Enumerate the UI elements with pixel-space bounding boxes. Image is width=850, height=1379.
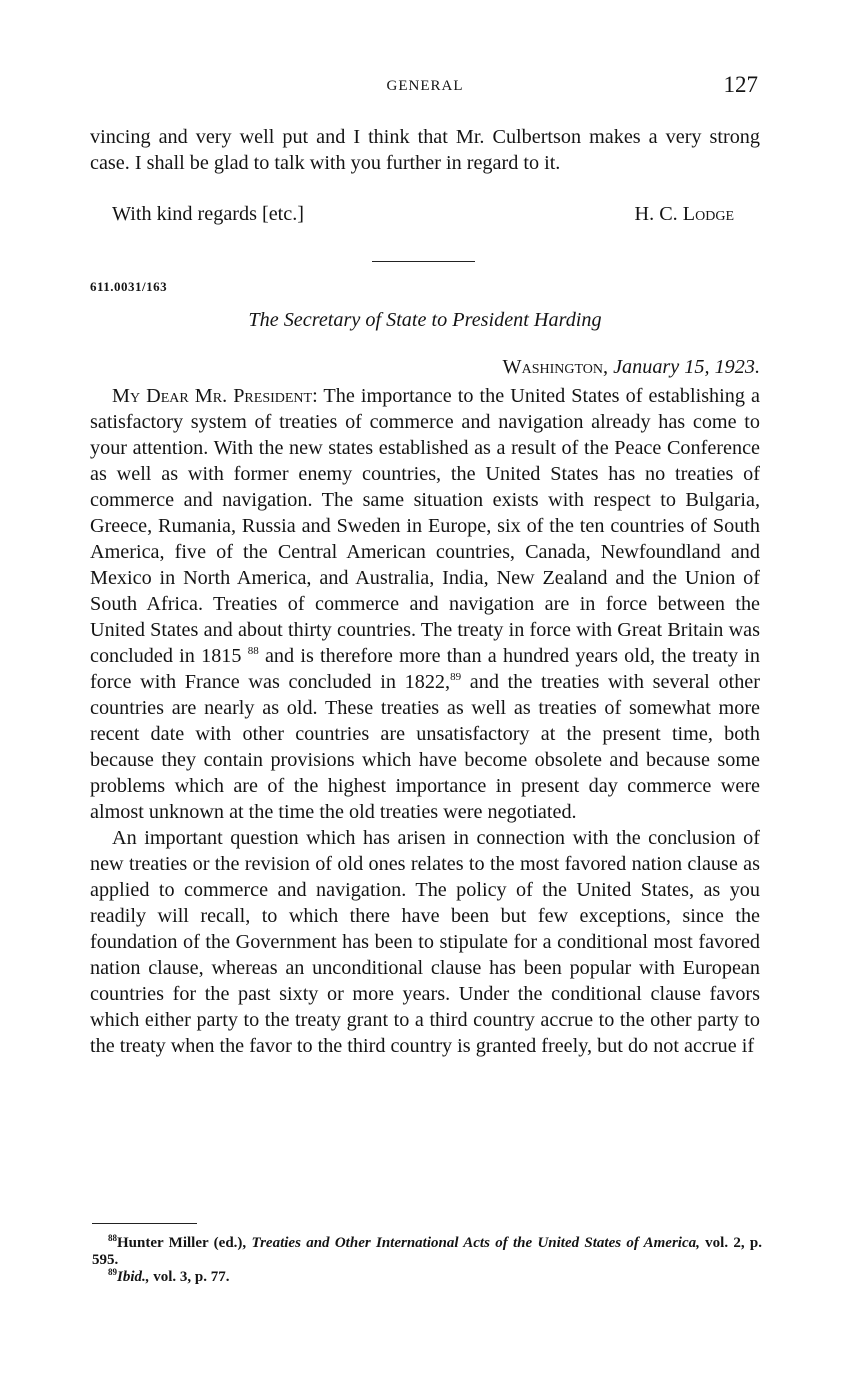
footnote-88 — [92, 1235, 762, 1269]
footnote-title: Ibid., — [117, 1269, 150, 1285]
footnote-ref-88[interactable]: 88 — [247, 645, 259, 657]
continuation-paragraph: vincing and very well put and I think that Mr. Culbertson makes a very strong case. I shall be glad to talk with you further in regard to it. — [90, 126, 760, 174]
footnotes — [92, 1235, 762, 1286]
running-title: GENERAL — [386, 78, 464, 94]
dateline-place: Washington, — [502, 356, 609, 378]
dateline — [503, 356, 760, 379]
letter-body — [90, 383, 760, 1059]
document-title: The Secretary of State to President Harding — [248, 309, 602, 331]
para1-text-b: and is therefore more than a hundred years old, the treaty in force with France was concluded in 1822, — [90, 645, 761, 693]
body-paragraph-2: An important question which has arisen in connection with the conclusion of new treaties or the revision of old ones relates to the most favored nation clause as applied to commerce and navigation. The policy of the United States, as you readily will recall, to which there have been but few exceptions, since the foundation of the Government has been to stipulate for a conditional most favored nation clause, whereas an unconditional clause has been popular with European countries for the past sixty or more years. Under the conditional clause favors which either party to the treaty grant to a third country accrue to the other party to the treaty when the favor to the third country is granted freely, but do not accrue if — [90, 827, 760, 1057]
file-number: 611.0031/163 — [90, 279, 168, 294]
footnote-marker: 89 — [108, 1267, 117, 1277]
footnote-citation: vol. 3, p. 77. — [153, 1269, 230, 1285]
previous-letter-continuation — [90, 124, 760, 176]
footnote-citation: vol. 2, p. 595. — [92, 1235, 763, 1268]
letter-closing — [90, 201, 760, 227]
footnote-ref-89[interactable]: 89 — [450, 671, 462, 683]
running-head — [90, 72, 760, 106]
footnote-text: Hunter Miller (ed.), — [117, 1235, 247, 1251]
page-number: 127 — [723, 72, 758, 97]
signature: H. C. Lodge — [634, 203, 734, 225]
para1-text-a: The importance to the United States of establishing a satisfactory system of treaties of commerce and navigation already has come to your attention. With the new states established as a result of the Peace Conference as well as with former enemy countries, the United States has no treaties of commerce and navigation. The same situation exists with respect to Bulgaria, Greece, Rumania, Russia and Sweden in Europe, six of the ten countries of South America, five of the Central American countries, Canada, Newfoundland and Mexico in North America, and Australia, India, New Zealand and the Union of South Africa. Treaties of commerce and navigation are in force between the United States and about thirty countries. The treaty in force with Great Britain was concluded in 1815 — [90, 385, 760, 667]
footnote-marker: 88 — [108, 1233, 117, 1243]
salutation: My Dear Mr. President: — [112, 385, 318, 407]
section-divider — [372, 261, 475, 262]
dateline-date: January 15, 1923. — [613, 356, 760, 378]
para1-text-c: and the treaties with several other countries are nearly as old. These treaties as well as treaties of somewhat more recent date with other countries are unsatisfactory at the present time, both because they contain provisions which have become obsolete and because some problems which are of the highest importance in present day commerce were almost unknown at the time the old treaties were negotiated. — [90, 671, 760, 823]
footnote-divider — [92, 1223, 197, 1224]
footnote-89 — [92, 1269, 762, 1286]
closing-line: With kind regards [etc.] — [112, 203, 305, 225]
footnote-title: Treaties and Other International Acts of the United States of America, — [251, 1235, 700, 1251]
body-paragraph-1 — [90, 383, 760, 825]
